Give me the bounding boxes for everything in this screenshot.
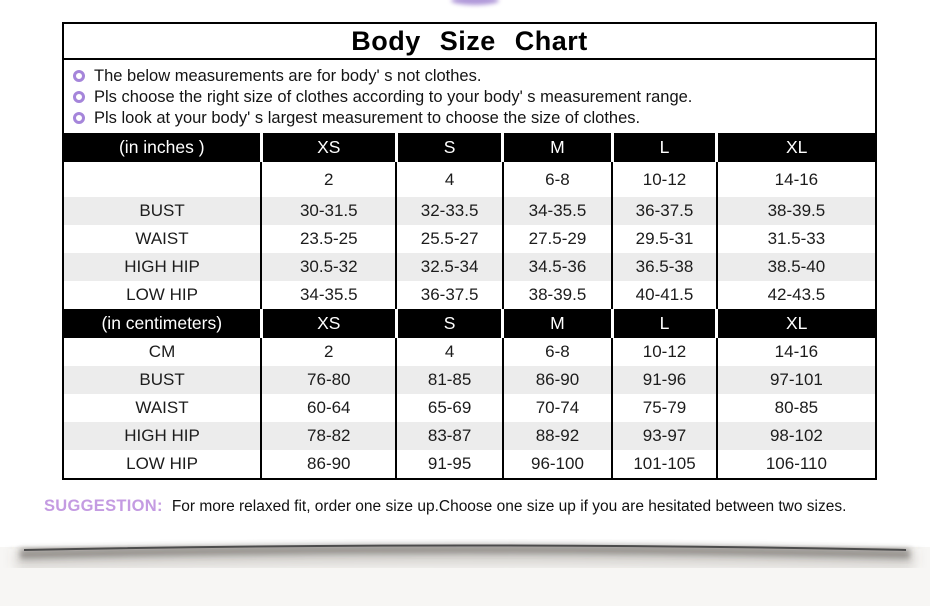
suggestion-text: For more relaxed fit, order one size up.Choose one size up if you are hesitated between two sizes. bbox=[171, 498, 847, 515]
value-cell: 93-97 bbox=[612, 422, 717, 450]
table-row bbox=[64, 338, 875, 366]
value-cell: 30.5-32 bbox=[261, 253, 396, 281]
value-cell: 42-43.5 bbox=[717, 281, 875, 309]
value-cell: 2 bbox=[261, 162, 396, 197]
unit-label-cell: (in inches ) bbox=[64, 133, 261, 162]
value-cell: 91-95 bbox=[396, 450, 502, 478]
note-item bbox=[70, 66, 867, 87]
value-cell: 78-82 bbox=[261, 422, 396, 450]
value-cell: 65-69 bbox=[396, 394, 502, 422]
value-cell: 31.5-33 bbox=[717, 225, 875, 253]
value-cell: 36-37.5 bbox=[396, 281, 502, 309]
table-row bbox=[64, 162, 875, 197]
row-label-cell: WAIST bbox=[135, 229, 189, 248]
size-header-cell: L bbox=[612, 309, 717, 338]
value-cell: 76-80 bbox=[261, 366, 396, 394]
row-label-cell: BUST bbox=[64, 197, 261, 225]
value-cell: 34.5-36 bbox=[503, 253, 612, 281]
value-cell: 14-16 bbox=[717, 162, 875, 197]
value-cell: 34-35.5 bbox=[261, 281, 396, 309]
top-purple-artifact bbox=[451, 0, 499, 5]
value-cell: 88-92 bbox=[503, 422, 612, 450]
value-cell: 98-102 bbox=[717, 422, 875, 450]
size-header-cell: S bbox=[396, 309, 502, 338]
value-cell: 101-105 bbox=[612, 450, 717, 478]
size-chart-panel bbox=[62, 22, 877, 480]
value-cell: 6-8 bbox=[503, 338, 612, 366]
value-cell: 86-90 bbox=[261, 450, 396, 478]
value-cell: 25.5-27 bbox=[396, 225, 502, 253]
size-header-cell: M bbox=[503, 133, 612, 162]
size-header-cell: XL bbox=[717, 133, 875, 162]
note-text: Pls choose the right size of clothes according to your body' s measurement range. bbox=[94, 88, 693, 106]
size-header-cell: XS bbox=[261, 133, 396, 162]
value-cell: 34-35.5 bbox=[503, 197, 612, 225]
value-cell: 70-74 bbox=[503, 394, 612, 422]
row-label-cell: HIGH HIP bbox=[64, 422, 261, 450]
table-row bbox=[64, 422, 875, 450]
value-cell: 96-100 bbox=[503, 450, 612, 478]
value-cell: 36-37.5 bbox=[612, 197, 717, 225]
value-cell: 75-79 bbox=[612, 394, 717, 422]
table-row bbox=[64, 253, 875, 281]
size-table-header-row bbox=[64, 309, 875, 338]
row-label-cell: BUST bbox=[64, 366, 261, 394]
row-label-cell: LOW HIP bbox=[126, 285, 198, 304]
table-row bbox=[64, 281, 875, 309]
value-cell: 106-110 bbox=[717, 450, 875, 478]
title-box bbox=[64, 24, 875, 60]
page-title: Body Size Chart bbox=[351, 25, 588, 56]
value-cell: 36.5-38 bbox=[612, 253, 717, 281]
size-table bbox=[64, 133, 875, 478]
ring-bullet-icon bbox=[73, 112, 85, 124]
value-cell: 30-31.5 bbox=[261, 197, 396, 225]
value-cell: 38-39.5 bbox=[503, 281, 612, 309]
value-cell: 60-64 bbox=[261, 394, 396, 422]
size-table-header-row bbox=[64, 133, 875, 162]
table-row bbox=[64, 225, 875, 253]
value-cell: 32.5-34 bbox=[396, 253, 502, 281]
row-label-cell: CM bbox=[148, 342, 176, 361]
value-cell: 14-16 bbox=[717, 338, 875, 366]
value-cell: 4 bbox=[396, 162, 502, 197]
value-cell: 6-8 bbox=[503, 162, 612, 197]
value-cell: 23.5-25 bbox=[261, 225, 396, 253]
value-cell: 2 bbox=[261, 338, 396, 366]
suggestion-row bbox=[44, 497, 846, 516]
table-row bbox=[64, 366, 875, 394]
row-label-cell: HIGH HIP bbox=[64, 253, 261, 281]
value-cell: 83-87 bbox=[396, 422, 502, 450]
note-text: The below measurements are for body' s not clothes. bbox=[94, 67, 482, 85]
value-cell: 81-85 bbox=[396, 366, 502, 394]
suggestion-label: SUGGESTION: bbox=[44, 497, 163, 515]
size-header-cell: L bbox=[612, 133, 717, 162]
value-cell: 29.5-31 bbox=[612, 225, 717, 253]
value-cell: 97-101 bbox=[717, 366, 875, 394]
value-cell: 86-90 bbox=[503, 366, 612, 394]
size-header-cell: XL bbox=[717, 309, 875, 338]
ring-bullet-icon bbox=[73, 91, 85, 103]
value-cell: 32-33.5 bbox=[396, 197, 502, 225]
notes-list bbox=[64, 60, 875, 133]
size-header-cell: XS bbox=[261, 309, 396, 338]
row-label-cell: WAIST bbox=[135, 398, 189, 417]
value-cell: 10-12 bbox=[612, 162, 717, 197]
ring-bullet-icon bbox=[73, 70, 85, 82]
value-cell: 38-39.5 bbox=[717, 197, 875, 225]
row-label-cell: LOW HIP bbox=[126, 454, 198, 473]
value-cell: 4 bbox=[396, 338, 502, 366]
note-text: Pls look at your body' s largest measurement to choose the size of clothes. bbox=[94, 109, 641, 127]
note-item bbox=[70, 108, 867, 129]
value-cell: 10-12 bbox=[612, 338, 717, 366]
unit-label-cell: (in centimeters) bbox=[64, 309, 261, 338]
note-item bbox=[70, 87, 867, 108]
table-row bbox=[64, 394, 875, 422]
value-cell: 91-96 bbox=[612, 366, 717, 394]
row-label-cell bbox=[64, 162, 261, 197]
page-curl-shadow bbox=[0, 520, 930, 606]
table-row bbox=[64, 197, 875, 225]
value-cell: 27.5-29 bbox=[503, 225, 612, 253]
value-cell: 80-85 bbox=[717, 394, 875, 422]
table-row bbox=[64, 450, 875, 478]
value-cell: 38.5-40 bbox=[717, 253, 875, 281]
value-cell: 40-41.5 bbox=[612, 281, 717, 309]
size-header-cell: M bbox=[503, 309, 612, 338]
size-header-cell: S bbox=[396, 133, 502, 162]
